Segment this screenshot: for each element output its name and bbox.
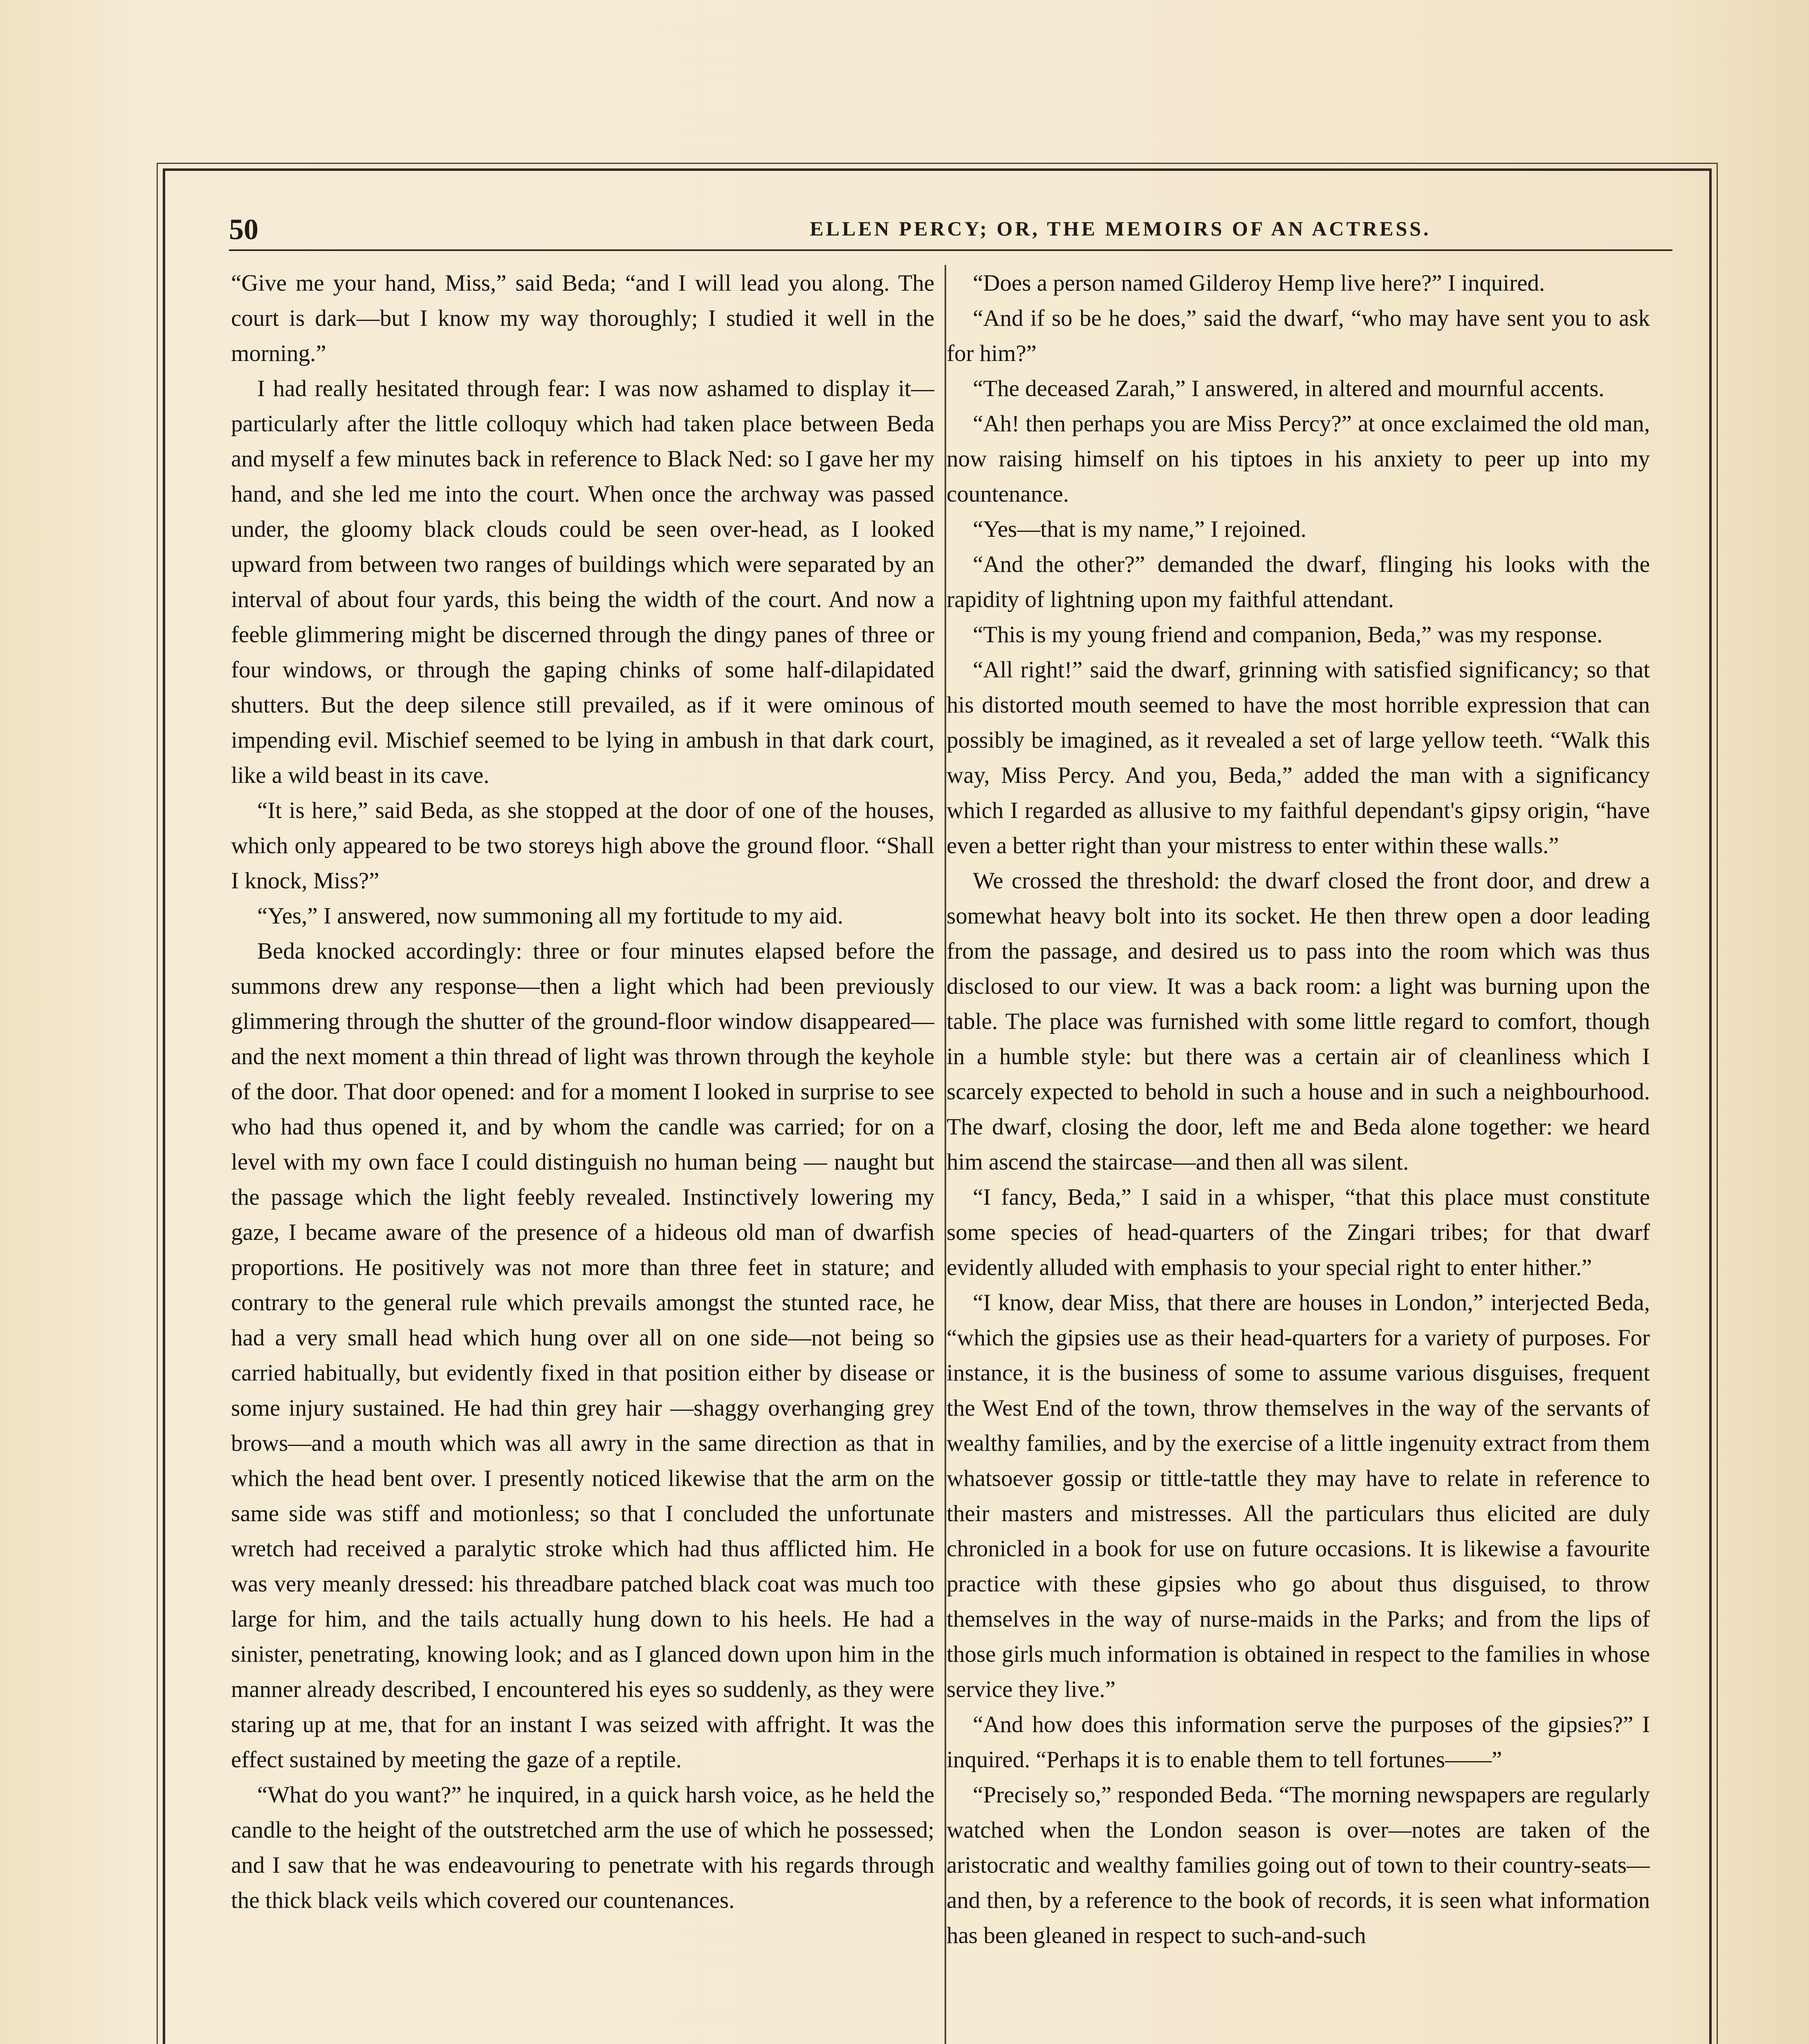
paragraph: “It is here,” said Beda, as she stopped at the door of one of the houses, which only appeared to be two storeys high above the ground floor. “Shall I knock, Miss?” [231,798,934,894]
page-header [229,213,1672,249]
paragraph: “Yes—that is my name,” I rejoined. [973,516,1306,542]
right-column [947,266,1650,2044]
column-divider [945,265,946,2044]
header-rule [229,249,1672,251]
paragraph: “Does a person named Gilderoy Hemp live here?” I inquired. [973,270,1545,296]
paragraph: “Yes,” I answered, now summoning all my fortitude to my aid. [257,903,844,929]
paragraph: “Give me your hand, Miss,” said Beda; “and I will lead you along. The court is dark—but I know my way thoroughly; I studied it well in the morning.” [231,270,934,366]
paragraph: Beda knocked accordingly: three or four minutes elapsed before the summons drew any response—then a light which had been previously glimmering through the shutter of the ground-floor window disappeared—and the next moment a thin thread of light was thrown through the keyhole of the door. That door opened: and for a moment I looked in surprise to see who had thus opened it, and by whom the candle was carried; for on a level with my own face I could distinguish no human being — naught but the passage which the light feebly revealed. Instinctively lowering my gaze, I became aware of the presence of a hideous old man of dwarfish proportions. He positively was not more than three feet in stature; and contrary to the general rule which prevails amongst the stunted race, he had a very small head which hung over all on one side—not being so carried habitually, but evidently fixed in that position either by disease or some injury sustained. He had thin grey hair —shaggy overhanging grey brows—and a mouth which was all awry in the same direction as that in which the head bent over. I presently noticed likewise that the arm on the same side was stiff and motionless; so that I concluded the unfortunate wretch had received a paralytic stroke which had thus afflicted him. He was very meanly dressed: his threadbare patched black coat was much too large for him, and the tails actually hung down to his heels. He had a sinister, penetrating, knowing look; and as I glanced down upon him in the manner already described, I encountered his eyes so suddenly, as they were staring up at me, that for an instant I was seized with affright. It was the effect sustained by meeting the gaze of a reptile. [231,938,934,1773]
paragraph: We crossed the threshold: the dwarf closed the front door, and drew a somewhat heavy bolt into its socket. He then threw open a door leading from the passage, and desired us to pass into the room which was thus disclosed to our view. It was a back room: a light was burning upon the table. The place was furnished with some little regard to comfort, though in a humble style: but there was a certain air of cleanliness which I scarcely expected to behold in such a house and in such a neighbourhood. The dwarf, closing the door, left me and Beda alone together: we heard him ascend the staircase—and then all was silent. [947,868,1650,1175]
left-column [231,266,934,2044]
paragraph: “I fancy, Beda,” I said in a whisper, “that this place must constitute some species of head-quarters of the Zingari tribes; for that dwarf evidently alluded with emphasis to your special right to enter hither.” [947,1184,1650,1280]
paragraph: “All right!” said the dwarf, grinning with satisfied significancy; so that his distorted mouth seemed to have the most horrible expression that can possibly be imagined, as it revealed a set of large yellow teeth. “Walk this way, Miss Percy. And you, Beda,” added the man with a significancy which I regarded as allusive to my faithful dependant's gipsy origin, “have even a better right than your mistress to enter within these walls.” [947,657,1650,858]
paragraph: I had really hesitated through fear: I was now ashamed to display it—particularly after the little colloquy which had taken place between Beda and myself a few minutes back in reference to Black Ned: so I gave her my hand, and she led me into the court. When once the archway was passed under, the gloomy black clouds could be seen over-head, as I looked upward from between two ranges of buildings which were separated by an interval of about four yards, this being the width of the court. And now a feeble glimmering might be discerned through the dingy panes of three or four windows, or through the gaping chinks of some half-dilapidated shutters. But the deep silence still prevailed, as if it were ominous of impending evil. Mischief seemed to be lying in ambush in that dark court, like a wild beast in its cave. [231,376,934,788]
paragraph: “What do you want?” he inquired, in a quick harsh voice, as he held the candle to the height of the outstretched arm the use of which he possessed; and I saw that he was endeavouring to penetrate with his regards through the thick black veils which covered our countenances. [231,1782,934,1913]
paragraph: “Precisely so,” responded Beda. “The morning newspapers are regularly watched when the London season is over—notes are taken of the aristocratic and wealthy families going out of town to their country-seats—and then, by a reference to the book of records, it is seen what information has been gleaned in respect to such-and-such [947,1782,1650,1948]
paragraph: “I know, dear Miss, that there are houses in London,” interjected Beda, “which the gipsies use as their head-quarters for a variety of purposes. For instance, it is the business of some to assume various disguises, frequent the West End of the town, throw themselves in the way of the servants of wealthy families, and by the exercise of a little ingenuity extract from them whatsoever gossip or tittle-tattle they may have to relate in reference to their masters and mistresses. All the particulars thus elicited are duly chronicled in a book for use on future occasions. It is likewise a favourite practice with these gipsies who go about thus disguised, to throw themselves in the way of nurse-maids in the Parks; and from the lips of those girls much information is obtained in respect to the families in whose service they live.” [947,1290,1650,1702]
page-number: 50 [229,213,258,246]
paragraph: “Ah! then perhaps you are Miss Percy?” at once exclaimed the old man, now raising himself on his tiptoes in his anxiety to peer up into my countenance. [947,411,1650,507]
paragraph: “This is my young friend and companion, Beda,” was my response. [973,622,1603,648]
paragraph: “And how does this information serve the purposes of the gipsies?” I inquired. “Perhaps it is to enable them to tell fortunes——” [947,1712,1650,1773]
running-title: ELLEN PERCY; OR, THE MEMOIRS OF AN ACTRESS. [810,217,1431,240]
paragraph: “The deceased Zarah,” I answered, in altered and mournful accents. [973,376,1605,401]
paragraph: “And the other?” demanded the dwarf, flinging his looks with the rapidity of lightning upon my faithful attendant. [947,551,1650,612]
paragraph: “And if so be he does,” said the dwarf, “who may have sent you to ask for him?” [947,305,1650,366]
